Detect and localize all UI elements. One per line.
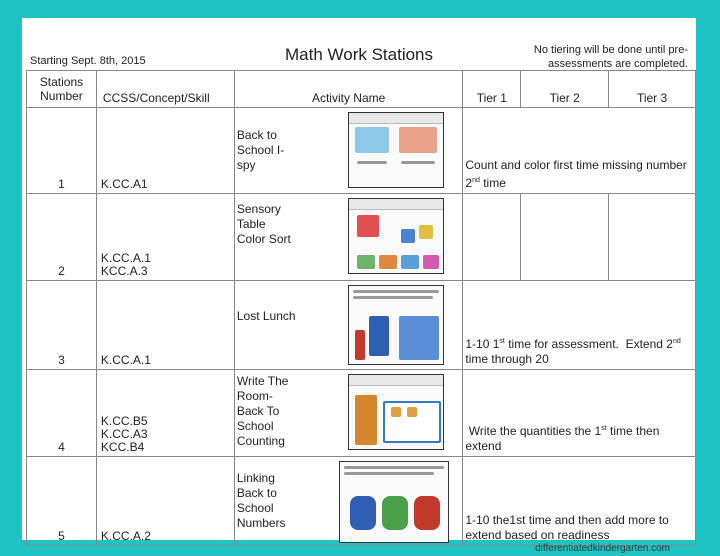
- stations-table: [26, 70, 696, 546]
- tier2-cell: [521, 194, 609, 281]
- col-header-tier3: Tier 3: [609, 71, 696, 108]
- col-header-tier2: Tier 2: [521, 71, 609, 108]
- activity-thumbnail: [348, 112, 444, 188]
- tier1-cell: [463, 194, 521, 281]
- start-date: Starting Sept. 8th, 2015: [30, 55, 146, 67]
- ccss-cell: K.CC.A.1: [96, 281, 234, 370]
- tiering-note: No tiering will be done until pre-assessments are completed.: [533, 44, 688, 70]
- station-number: 3: [27, 281, 97, 370]
- table-row: [27, 194, 696, 281]
- col-header-activity: Activity Name: [234, 71, 463, 108]
- activity-name: Sensory Table Color Sort: [236, 202, 291, 246]
- activity-thumbnail: [348, 285, 444, 365]
- col-header-tier1: Tier 1: [463, 71, 521, 108]
- tier3-cell: [609, 194, 696, 281]
- page-title: Math Work Stations: [284, 45, 434, 64]
- activity-cell: [234, 108, 463, 194]
- col-header-ccss: CCSS/Concept/Skill: [96, 71, 234, 108]
- table-row: [27, 370, 696, 457]
- table-row: [27, 108, 696, 194]
- activity-thumbnail: [339, 461, 449, 543]
- tier-cell: 1-10 the1st time and then add more to extend based on readiness: [463, 457, 696, 546]
- tier-cell: Write the quantities the 1st time then extend: [463, 370, 696, 457]
- tier-cell: 1-10 1st time for assessment. Extend 2nd time through 20: [463, 281, 696, 370]
- station-number: 4: [27, 370, 97, 457]
- activity-cell: [234, 194, 463, 281]
- worksheet-page: [22, 18, 696, 543]
- footer-url: differentiatedkindergarten.com: [535, 543, 670, 554]
- activity-name: Write The Room- Back To School Counting: [236, 374, 289, 448]
- activity-name: Lost Lunch: [236, 309, 296, 323]
- ccss-cell: K.CC.B5 K.CC.A3 KCC.B4: [96, 370, 234, 457]
- activity-cell: [234, 281, 463, 370]
- activity-cell: [234, 370, 463, 457]
- ccss-cell: K.CC.A.1 KCC.A.3: [96, 194, 234, 281]
- activity-name: Back to School I-spy: [236, 128, 285, 172]
- ccss-cell: K.CC.A.2: [96, 457, 234, 546]
- col-header-number: Stations Number: [27, 71, 97, 108]
- activity-thumbnail: [348, 374, 444, 450]
- station-number: 5: [27, 457, 97, 546]
- station-number: 1: [27, 108, 97, 194]
- station-number: 2: [27, 194, 97, 281]
- ccss-cell: K.CC.A1: [96, 108, 234, 194]
- activity-cell: [234, 457, 463, 546]
- table-row: [27, 457, 696, 546]
- table-row: [27, 281, 696, 370]
- tier-cell: Count and color first time missing number 2nd time: [463, 108, 696, 194]
- activity-name: Linking Back to School Numbers: [236, 471, 286, 530]
- activity-thumbnail: [348, 198, 444, 274]
